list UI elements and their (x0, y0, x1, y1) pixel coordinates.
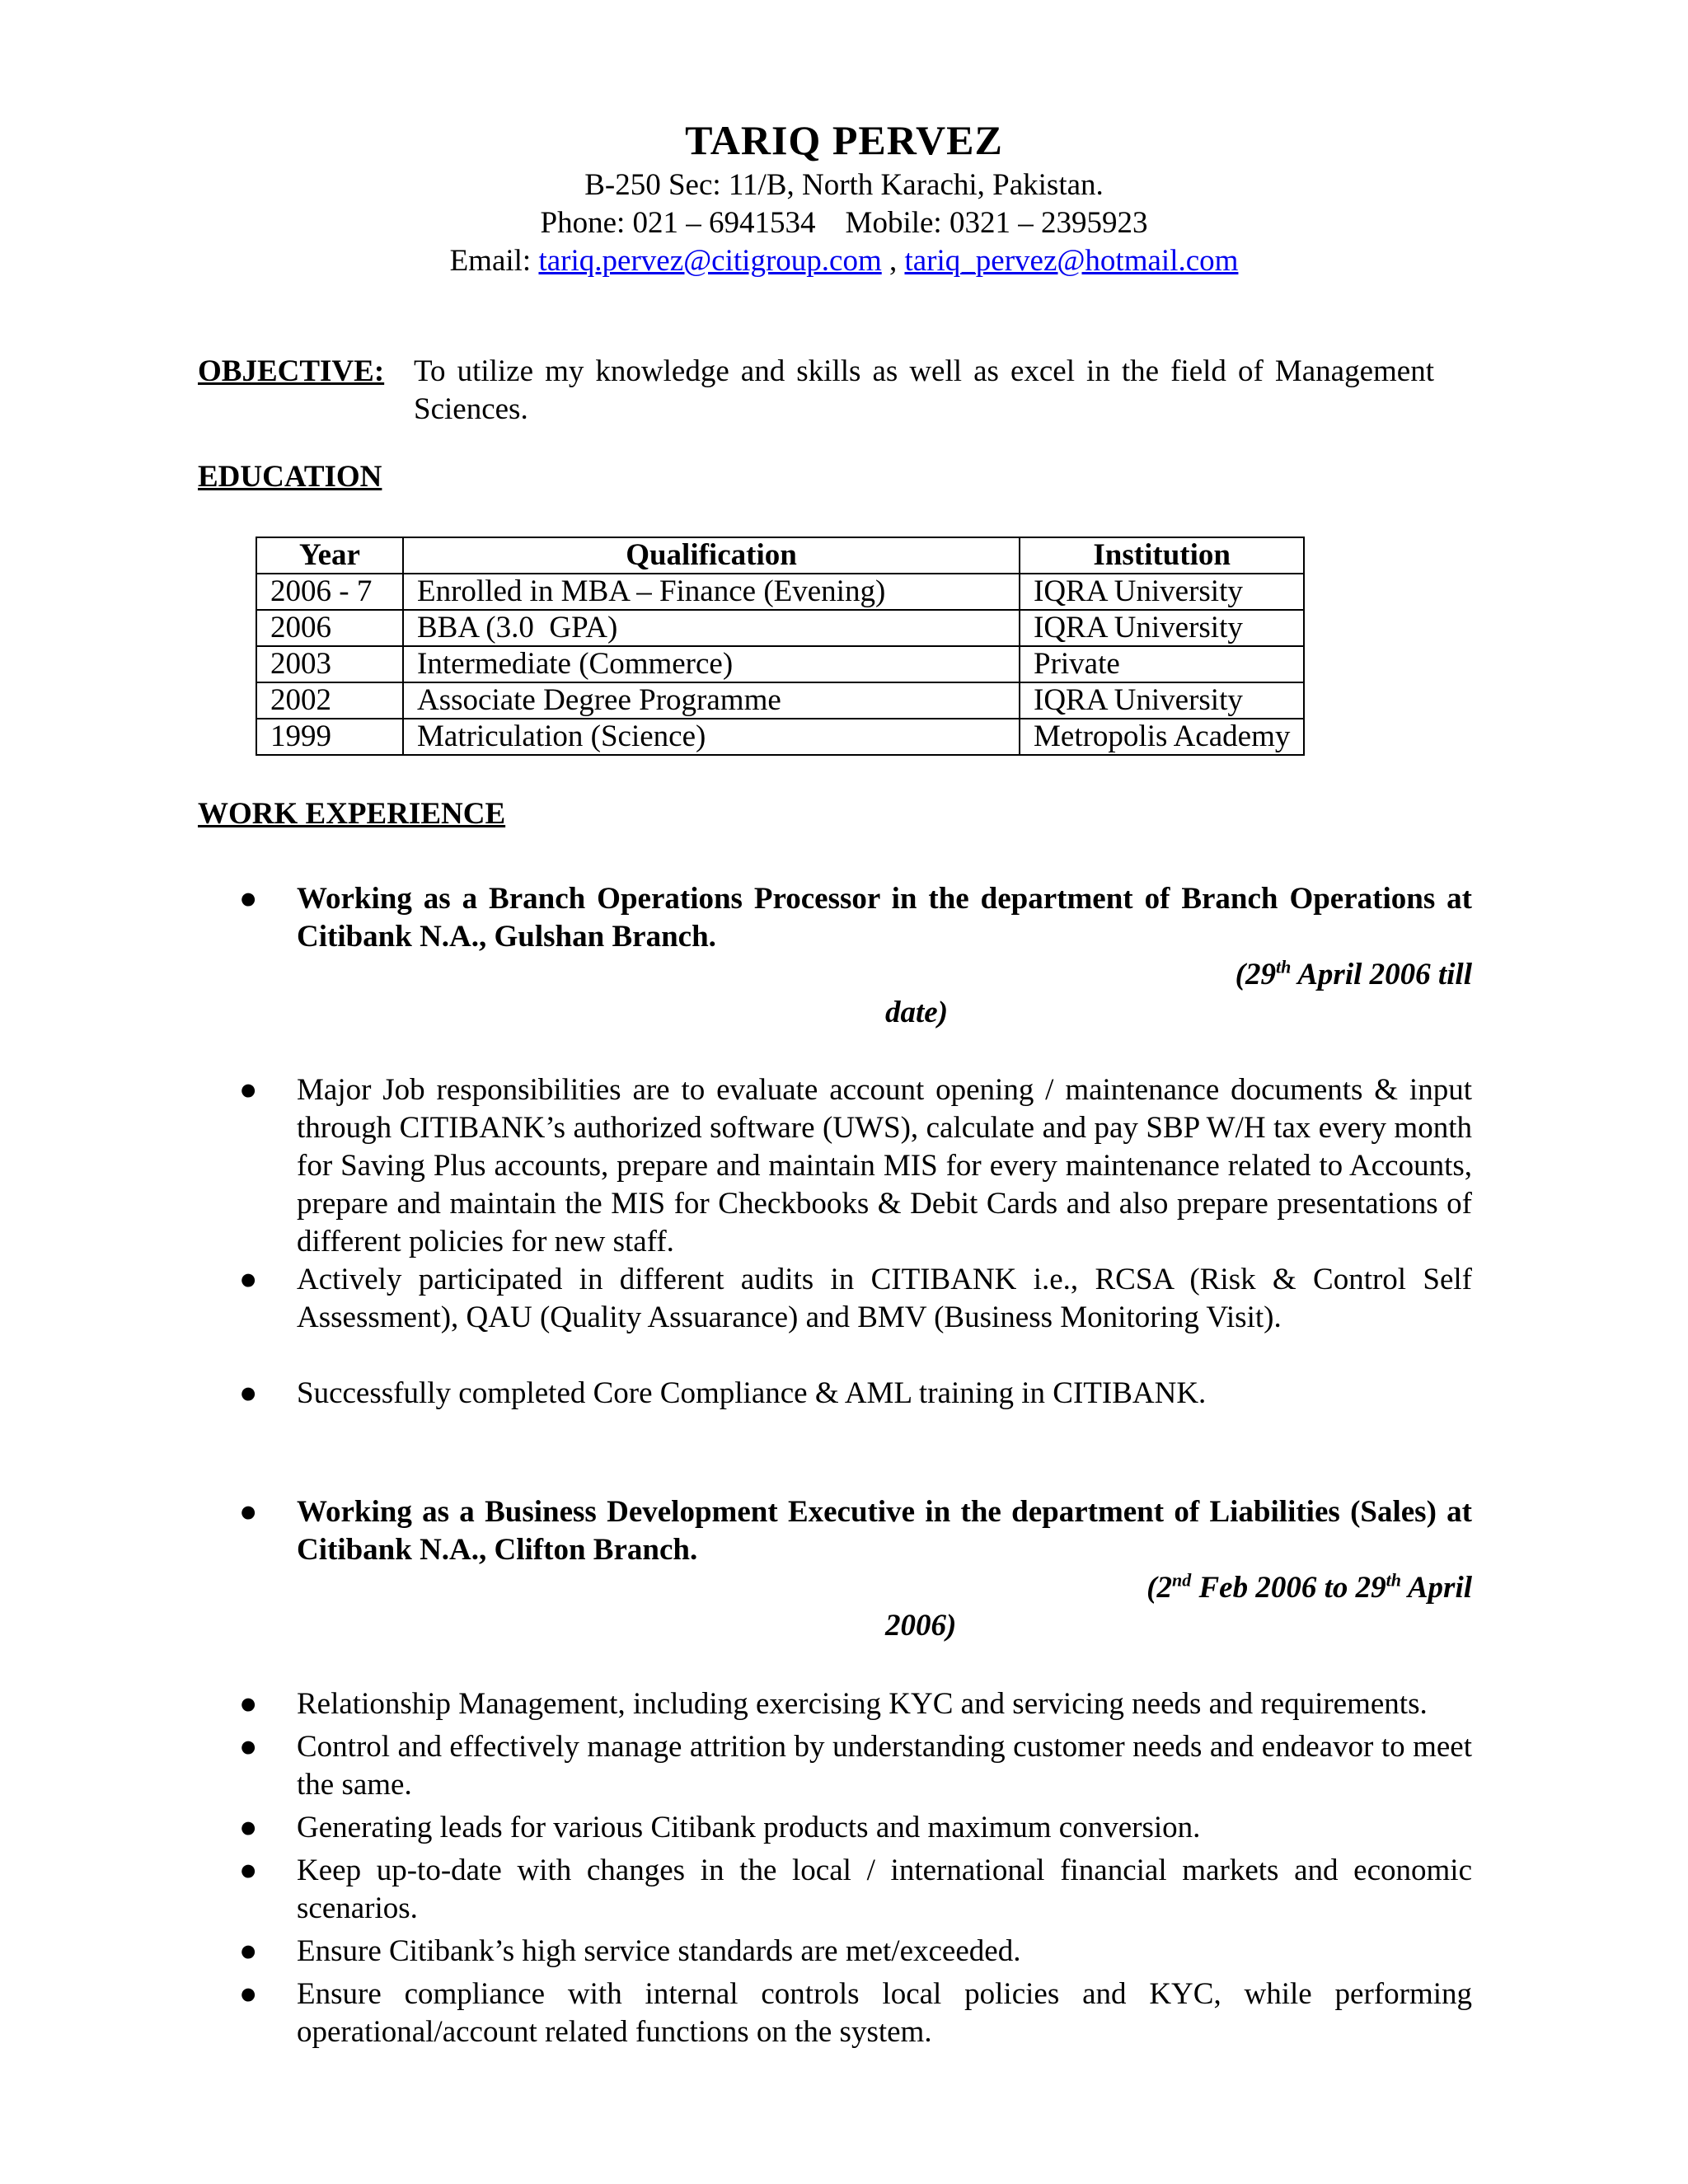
bullet-icon: ● (239, 882, 258, 916)
list-item (239, 1071, 1472, 1261)
list-item (239, 1975, 1472, 2051)
contact-phones (0, 204, 1688, 242)
mobile: Mobile: 0321 – 2395923 (845, 206, 1148, 240)
cell-qualification: Matriculation (Science) (403, 719, 1020, 755)
column-header-institution: Institution (1020, 537, 1304, 574)
cell-year: 1999 (256, 719, 403, 755)
cell-institution: IQRA University (1020, 610, 1304, 646)
list-item (239, 1809, 1472, 1847)
resume-header (0, 114, 1688, 280)
job1-bullet-text: Actively participated in different audits in CITIBANK i.e., RCSA (Risk & Control Self Assessment), QAU (Quality Assuarance) and BMV (Business Monitoring Visit). (297, 1263, 1472, 1334)
job2-date-middle: Feb 2006 to 29 (1191, 1571, 1386, 1605)
work-experience-heading: WORK EXPERIENCE (198, 797, 506, 831)
education-table-header (256, 537, 1304, 574)
list-item (239, 1685, 1472, 1723)
cell-year: 2002 (256, 682, 403, 719)
phone: Phone: 021 – 6941534 (540, 206, 816, 240)
bullet-icon: ● (239, 1730, 258, 1764)
job2-date-ordinal-2: th (1386, 1569, 1401, 1591)
contact-emails (0, 242, 1688, 280)
cell-institution: IQRA University (1020, 682, 1304, 719)
bullet-icon: ● (239, 1687, 258, 1721)
cell-qualification: BBA (3.0 GPA) (403, 610, 1020, 646)
email-separator: , (889, 244, 898, 278)
job2-title: Working as a Business Development Executive in the department of Liabilities (Sales) at Citibank N.A., Clifton Branch. (297, 1495, 1472, 1567)
email-link-citigroup[interactable]: tariq.pervez@citigroup.com (538, 244, 882, 278)
job2-bullet-text: Ensure compliance with internal controls local policies and KYC, while performing operational/account related functions on the system. (297, 1977, 1472, 2049)
job1-date-ordinal: th (1276, 956, 1292, 977)
bullet-icon: ● (239, 1811, 258, 1844)
job1-dates (239, 956, 1472, 1032)
cell-institution: Private (1020, 646, 1304, 682)
cell-qualification: Associate Degree Programme (403, 682, 1020, 719)
job2-bullet-text: Ensure Citibank’s high service standards are met/exceeded. (297, 1934, 1021, 1968)
email-link-hotmail[interactable]: tariq_pervez@hotmail.com (904, 244, 1239, 278)
list-item (239, 1933, 1472, 1971)
bullet-icon: ● (239, 1263, 258, 1296)
bullet-icon: ● (239, 1495, 258, 1529)
job1-date-continued: date) (885, 996, 949, 1029)
job2-bullet-text: Control and effectively manage attrition by understanding customer needs and endeavor to meet the same. (297, 1730, 1472, 1802)
job2-date-start: (2 (1146, 1571, 1172, 1605)
email-label: Email: (449, 244, 532, 278)
cell-year: 2006 - 7 (256, 574, 403, 610)
job1-title: Working as a Branch Operations Processor in the department of Branch Operations at Citibank N.A., Gulshan Branch. (297, 882, 1472, 954)
job2-bullet-text: Generating leads for various Citibank products and maximum conversion. (297, 1811, 1201, 1844)
cell-year: 2006 (256, 610, 403, 646)
job1-date-end: April 2006 till (1291, 958, 1472, 991)
column-header-qualification: Qualification (403, 537, 1020, 574)
objective-text: To utilize my knowledge and skills as well as excel in the field of Management Sciences. (414, 354, 1434, 426)
bullet-icon: ● (239, 1376, 258, 1410)
job2-date-end: April (1400, 1571, 1472, 1605)
bullet-icon: ● (239, 1977, 258, 2011)
table-row (256, 646, 1304, 682)
list-item (239, 1852, 1472, 1928)
job2-title-item (239, 1493, 1472, 1569)
list-item (239, 1728, 1472, 1804)
cell-qualification: Enrolled in MBA – Finance (Evening) (403, 574, 1020, 610)
table-row (256, 574, 1304, 610)
table-row (256, 610, 1304, 646)
cell-year: 2003 (256, 646, 403, 682)
job2-dates (239, 1569, 1472, 1645)
bullet-icon: ● (239, 1073, 258, 1107)
job2-date-ordinal: nd (1171, 1569, 1192, 1591)
job1-date-start: (29 (1235, 958, 1276, 991)
job2-date-continued: 2006) (885, 1609, 957, 1643)
bullet-icon: ● (239, 1934, 258, 1968)
objective-label: OBJECTIVE: (198, 354, 385, 388)
job2-bullet-text: Keep up-to-date with changes in the local / international financial markets and economic scenarios. (297, 1854, 1472, 1925)
table-row (256, 719, 1304, 755)
cell-institution: IQRA University (1020, 574, 1304, 610)
bullet-icon: ● (239, 1854, 258, 1887)
list-item (239, 1261, 1472, 1337)
candidate-name: TARIQ PERVEZ (685, 117, 1003, 163)
job1-bullet-text: Successfully completed Core Compliance & AML training in CITIBANK. (297, 1376, 1207, 1410)
table-row (256, 682, 1304, 719)
education-heading: EDUCATION (198, 460, 382, 494)
list-item (239, 1375, 1472, 1413)
address: B-250 Sec: 11/B, North Karachi, Pakistan. (584, 168, 1104, 202)
education-table (256, 537, 1305, 756)
objective-section (198, 353, 1434, 429)
job2-bullet-text: Relationship Management, including exercising KYC and servicing needs and requirements. (297, 1687, 1428, 1721)
job1-title-item (239, 880, 1472, 956)
cell-institution: Metropolis Academy (1020, 719, 1304, 755)
job1-bullet-text: Major Job responsibilities are to evaluate account opening / maintenance documents & input through CITIBANK’s authorized software (UWS), calculate and pay SBP W/H tax every month for Saving Plus accounts, prepare and maintain MIS for every maintenance related to Accounts, prepare and maintain the MIS for Checkbooks & Debit Cards and also prepare presentations of different policies for new staff. (297, 1073, 1472, 1258)
cell-qualification: Intermediate (Commerce) (403, 646, 1020, 682)
column-header-year: Year (256, 537, 403, 574)
